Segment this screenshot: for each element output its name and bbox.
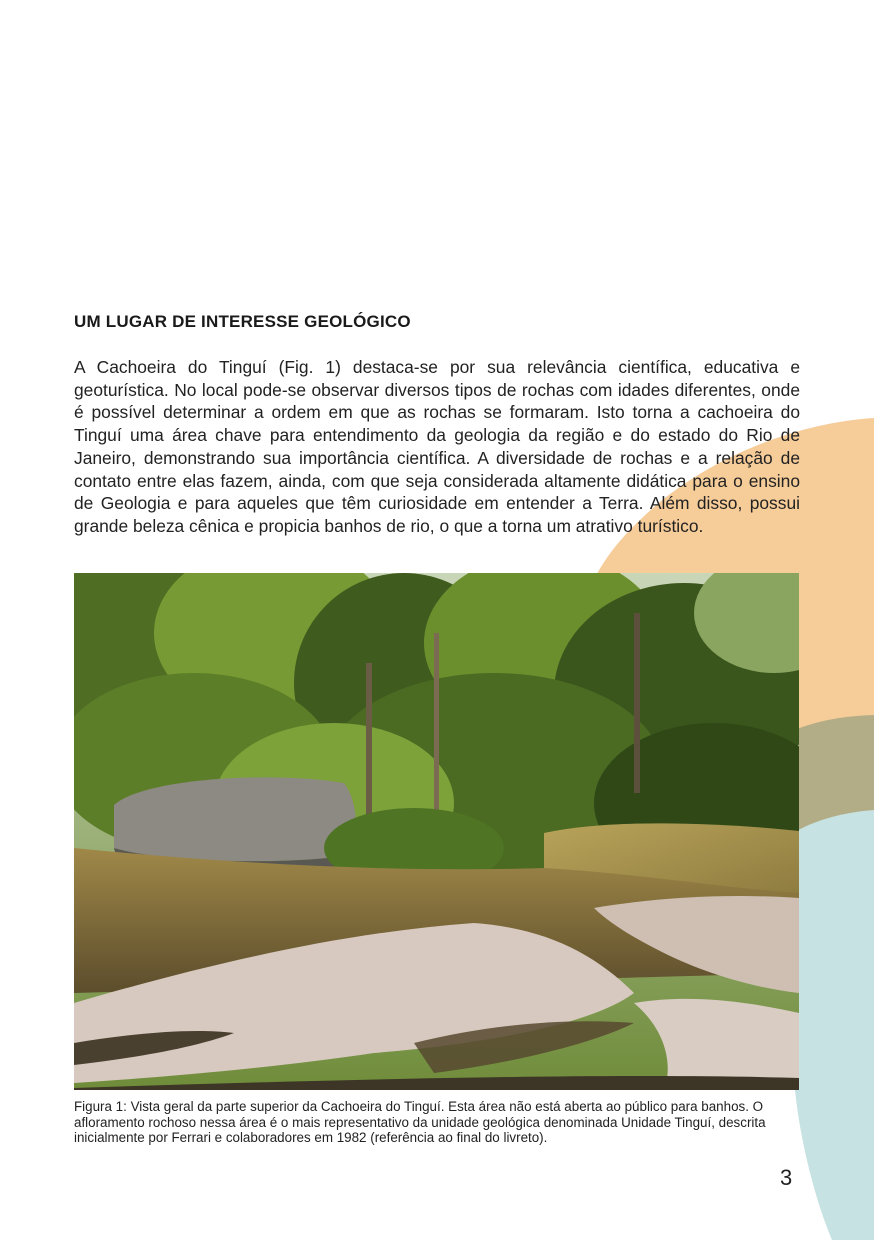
waterfall-photo (74, 573, 799, 1090)
waterfall-photo-illustration (74, 573, 799, 1090)
body-paragraph: A Cachoeira do Tinguí (Fig. 1) destaca-se por sua relevância científica, educativa e geoturística. No local pode-se observar diversos tipos de rochas com idades diferentes, onde é possível determinar a ordem em que as rochas se formaram. Isto torna a cachoeira do Tinguí uma área chave para entendimento da geologia da região e do estado do Rio de Janeiro, demonstrando sua importância científica. A diversidade de rochas e a relação de contato entre elas fazem, ainda, com que seja considerada altamente didática para o ensino de Geologia e para aqueles que têm curiosidade em entender a Terra. Além disso, possui grande beleza cênica e propicia banhos de rio, o que a torna um atrativo turístico. (74, 357, 800, 536)
figure-caption: Figura 1: Vista geral da parte superior da Cachoeira do Tinguí. Esta área não está aberta ao público para banhos. O afloramento rochoso nessa área é o mais representativo da unidade geológica denominada Unidade Tinguí, descrita inicialmente por Ferrari e colaboradores em 1982 (referência ao final do livreto). (74, 1099, 766, 1146)
page-number: 3 (780, 1165, 793, 1190)
teal-wave-shape (795, 810, 874, 1240)
section-heading: UM LUGAR DE INTERESSE GEOLÓGICO (74, 312, 411, 331)
